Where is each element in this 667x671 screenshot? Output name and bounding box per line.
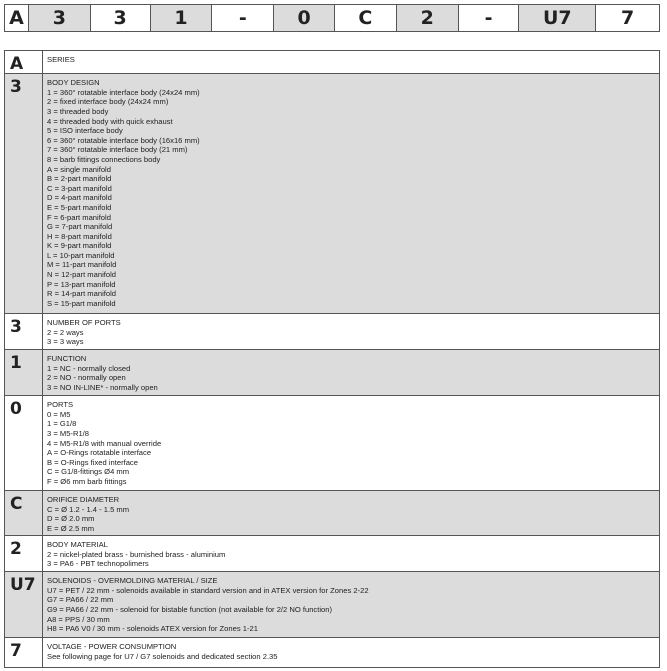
- code-cell: 0: [274, 5, 335, 31]
- spec-option-line: A = single manifold: [47, 164, 111, 174]
- spec-option-line: B = O-Rings fixed interface: [47, 457, 138, 467]
- spec-row-code: U7: [5, 572, 43, 637]
- spec-row: [5, 638, 659, 667]
- spec-option-line: D = 4-part manifold: [47, 193, 112, 203]
- spec-row-code: 2: [5, 536, 43, 571]
- spec-option-line: 2 = nickel-plated brass - burnished brass - aluminium: [47, 549, 226, 559]
- spec-row-code: 3: [5, 74, 43, 313]
- spec-option-line: G7 = PA66 / 22 mm: [47, 595, 114, 605]
- spec-option-line: 2 = fixed interface body (24x24 mm): [47, 97, 169, 107]
- spec-row-title: NUMBER OF PORTS: [47, 318, 121, 327]
- spec-row-title: FUNCTION: [47, 354, 87, 363]
- spec-option-line: K = 9-part manifold: [47, 241, 112, 251]
- spec-row: [5, 314, 659, 350]
- spec-row: [5, 536, 659, 572]
- spec-option-line: A8 = PPS / 30 mm: [47, 614, 110, 624]
- spec-row: [5, 572, 659, 638]
- spec-option-line: E = 5-part manifold: [47, 202, 112, 212]
- code-cell: 3: [91, 5, 151, 31]
- code-cell: 1: [151, 5, 213, 31]
- spec-row-title: BODY DESIGN: [47, 78, 100, 87]
- spec-row-title: SERIES: [47, 55, 75, 64]
- spec-row-title: ORIFICE DIAMETER: [47, 495, 120, 504]
- spec-row: [5, 396, 659, 491]
- spec-row-title: SOLENOIDS - OVERMOLDING MATERIAL / SIZE: [47, 576, 218, 585]
- spec-row-body: [43, 491, 659, 535]
- code-cell: -: [459, 5, 520, 31]
- spec-row-body: [43, 572, 659, 637]
- spec-row-body: [43, 314, 659, 349]
- spec-row-title: PORTS: [47, 400, 74, 409]
- spec-row-title: BODY MATERIAL: [47, 540, 108, 549]
- spec-row: [5, 74, 659, 314]
- spec-option-line: 6 = 360° rotatable interface body (16x16 mm): [47, 135, 200, 145]
- specification-table: [4, 50, 660, 668]
- spec-row-body: [43, 74, 659, 313]
- code-cell: -: [212, 5, 274, 31]
- spec-row-title: VOLTAGE - POWER CONSUMPTION: [47, 642, 177, 651]
- spec-row-code: 7: [5, 638, 43, 667]
- spec-row-body: [43, 51, 659, 73]
- code-cell: U7: [519, 5, 596, 31]
- spec-option-line: F = Ø6 mm barb fittings: [47, 476, 127, 486]
- spec-option-line: E = Ø 2.5 mm: [47, 523, 95, 533]
- spec-option-line: 5 = ISO interface body: [47, 126, 123, 136]
- spec-row-body: [43, 350, 659, 395]
- spec-option-line: G9 = PA66 / 22 mm - solenoid for bistable function (not available for 2/2 NO function): [47, 604, 332, 614]
- spec-option-line: C = Ø 1.2 - 1.4 - 1.5 mm: [47, 504, 130, 514]
- spec-option-line: 4 = M5-R1/8 with manual override: [47, 438, 162, 448]
- spec-option-line: A = O-Rings rotatable interface: [47, 448, 152, 458]
- spec-row: [5, 51, 659, 74]
- code-cell: A: [5, 5, 29, 31]
- spec-option-line: 3 = threaded body: [47, 106, 109, 116]
- spec-option-line: B = 2-part manifold: [47, 174, 112, 184]
- spec-option-line: 1 = 360° rotatable interface body (24x24 mm): [47, 87, 200, 97]
- spec-option-line: 3 = 3 ways: [47, 337, 84, 347]
- spec-option-line: See following page for U7 / G7 solenoids and dedicated section 2.35: [47, 651, 278, 661]
- spec-option-line: G = 7-part manifold: [47, 222, 113, 232]
- spec-option-line: 4 = threaded body with quick exhaust: [47, 116, 173, 126]
- spec-row-code: 0: [5, 396, 43, 490]
- spec-row-body: [43, 396, 659, 490]
- spec-option-line: M = 11-part manifold: [47, 260, 117, 270]
- code-cell: 2: [397, 5, 459, 31]
- spec-option-line: S = 15-part manifold: [47, 298, 116, 308]
- code-cell: 3: [29, 5, 91, 31]
- spec-option-line: 0 = M5: [47, 409, 71, 419]
- spec-option-line: F = 6-part manifold: [47, 212, 111, 222]
- spec-option-line: L = 10-part manifold: [47, 250, 115, 260]
- spec-row-body: [43, 638, 659, 667]
- spec-row-code: A: [5, 51, 43, 73]
- code-cell: 7: [596, 5, 659, 31]
- spec-option-line: 1 = NC - normally closed: [47, 363, 131, 373]
- spec-row-code: C: [5, 491, 43, 535]
- spec-option-line: R = 14-part manifold: [47, 289, 117, 299]
- spec-option-line: H8 = PA6 V0 / 30 mm - solenoids ATEX version for Zones 1-21: [47, 624, 258, 634]
- code-cell: C: [335, 5, 397, 31]
- spec-option-line: D = Ø 2.0 mm: [47, 514, 95, 524]
- spec-option-line: 7 = 360° rotatable interface body (21 mm): [47, 145, 188, 155]
- spec-option-line: N = 12-part manifold: [47, 270, 117, 280]
- spec-row: [5, 350, 659, 396]
- ordering-code-strip: [4, 4, 660, 32]
- spec-row: [5, 491, 659, 536]
- spec-row-code: 1: [5, 350, 43, 395]
- spec-option-line: 8 = barb fittings connections body: [47, 154, 161, 164]
- spec-option-line: C = 3-part manifold: [47, 183, 112, 193]
- spec-option-line: 2 = 2 ways: [47, 327, 84, 337]
- spec-option-line: U7 = PET / 22 mm - solenoids available in standard version and in ATEX version for Zones 2-22: [47, 585, 369, 595]
- spec-option-line: 3 = PA6 - PBT technopolimers: [47, 559, 149, 569]
- spec-option-line: 2 = NO - normally open: [47, 373, 126, 383]
- spec-option-line: H = 8-part manifold: [47, 231, 112, 241]
- spec-option-line: 3 = NO IN-LINE* - normally open: [47, 382, 158, 392]
- spec-option-line: 3 = M5-R1/8: [47, 428, 89, 438]
- spec-row-code: 3: [5, 314, 43, 349]
- spec-row-body: [43, 536, 659, 571]
- spec-option-line: C = G1/8-fittings Ø4 mm: [47, 467, 130, 477]
- spec-option-line: P = 13-part manifold: [47, 279, 116, 289]
- spec-option-line: 1 = G1/8: [47, 419, 77, 429]
